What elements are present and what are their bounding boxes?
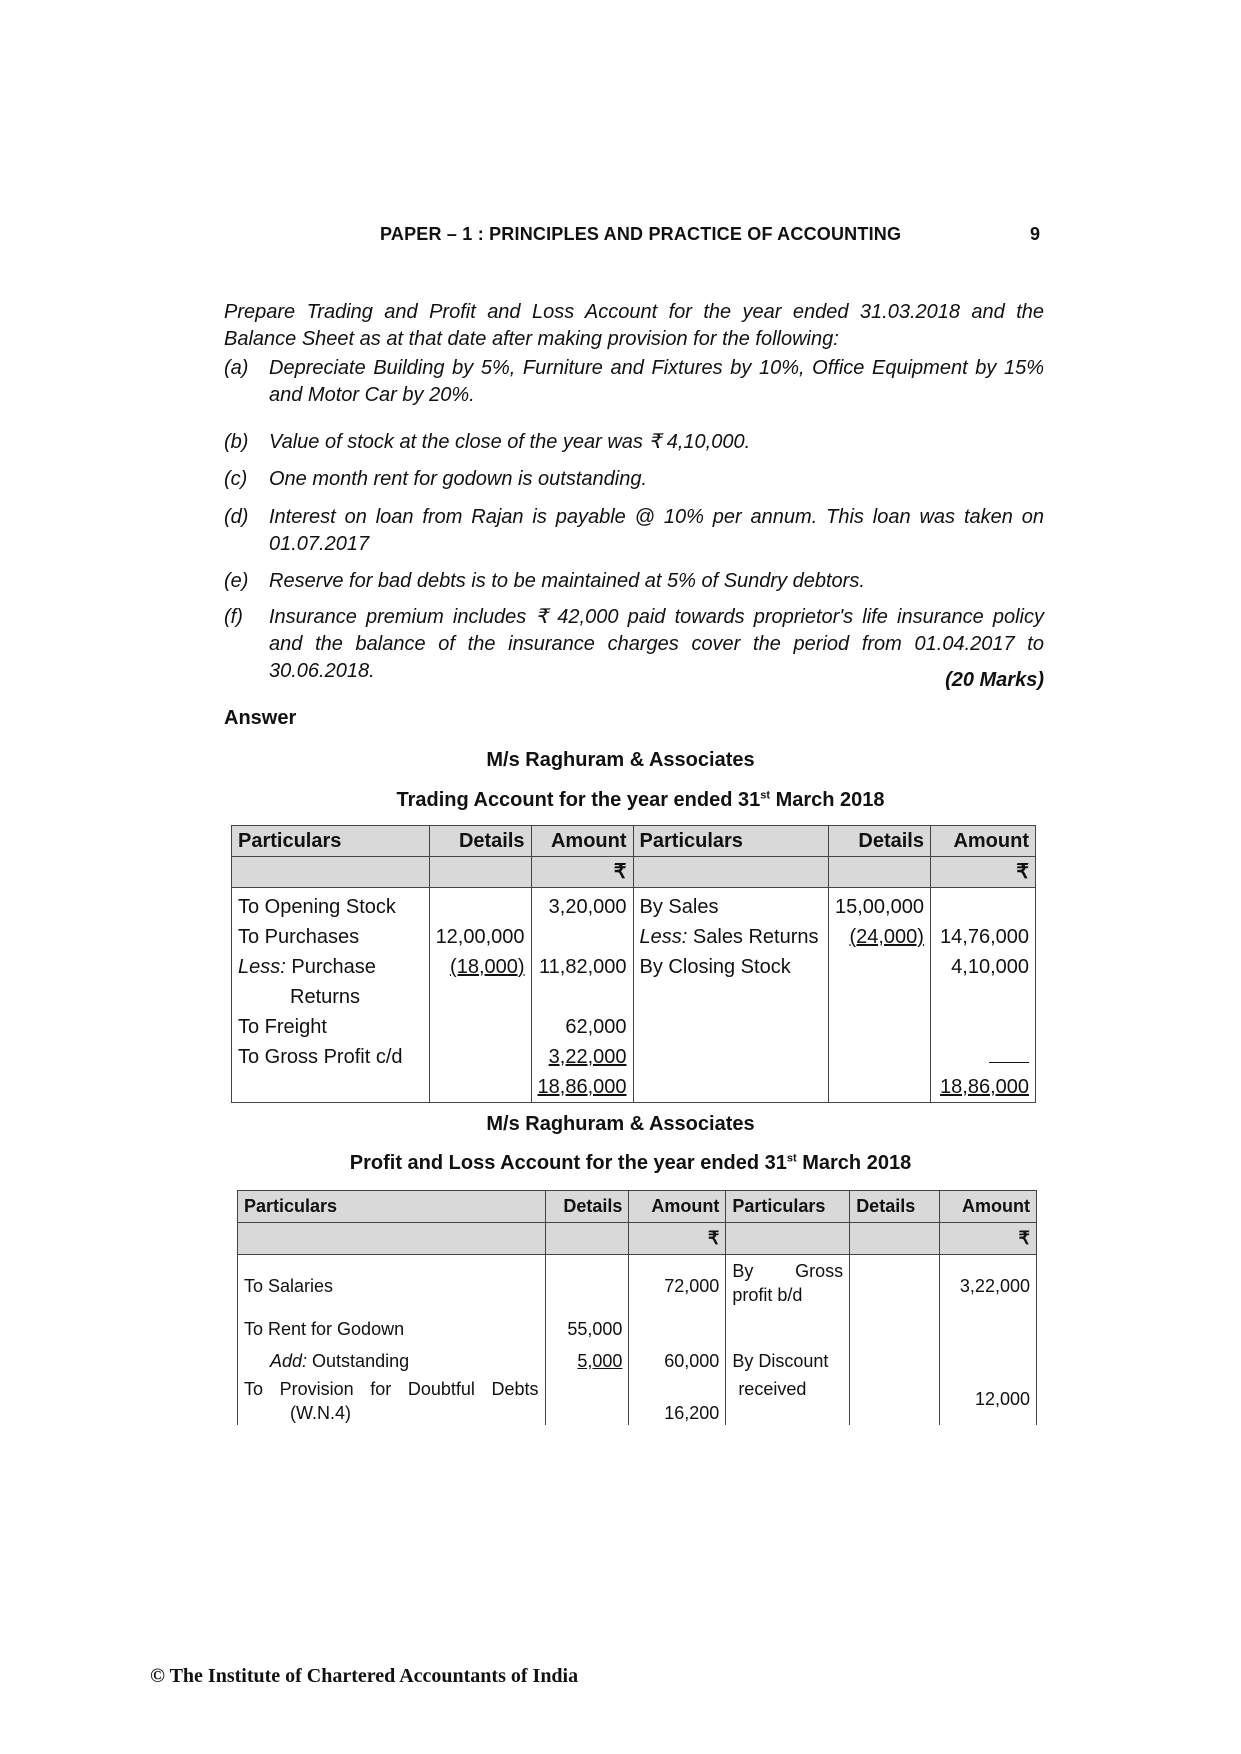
detail bbox=[429, 888, 531, 923]
currency-row bbox=[232, 857, 1036, 888]
particular bbox=[633, 1042, 828, 1072]
currency-symbol: ₹ bbox=[629, 1223, 726, 1255]
footer-copyright: © The Institute of Chartered Accountants of India bbox=[150, 1665, 579, 1687]
amount: 14,76,000 bbox=[930, 922, 1035, 952]
detail: 12,00,000 bbox=[429, 922, 531, 952]
provision-label: (c) bbox=[224, 468, 248, 490]
currency-symbol: ₹ bbox=[531, 857, 633, 888]
provision-text: Depreciate Building by 5%, Furniture and Fixtures by 10%, Office Equipment by 15% and Motor Car by 20%. bbox=[269, 357, 1044, 406]
particular bbox=[726, 1255, 850, 1314]
particular bbox=[633, 922, 828, 952]
empty-cell bbox=[232, 857, 430, 888]
detail: 55,000 bbox=[545, 1313, 629, 1341]
empty-cell bbox=[545, 1223, 629, 1255]
total-amount bbox=[930, 1072, 1035, 1103]
particular-text: Purchase bbox=[291, 956, 376, 978]
provision-label: (d) bbox=[224, 506, 249, 528]
empty-cell bbox=[726, 1223, 850, 1255]
detail bbox=[850, 1255, 940, 1314]
provision-label: (a) bbox=[224, 357, 249, 379]
marks: (20 Marks) bbox=[945, 669, 1044, 691]
total-value: 18,86,000 bbox=[537, 1076, 627, 1098]
amount bbox=[629, 1313, 726, 1341]
less-label: Less: bbox=[639, 926, 688, 948]
header-details: Details bbox=[850, 1191, 940, 1223]
detail bbox=[828, 952, 930, 1012]
detail-value: (24,000) bbox=[849, 926, 924, 948]
header-details: Details bbox=[545, 1191, 629, 1223]
table-header-row bbox=[232, 826, 1036, 857]
provision-label: (b) bbox=[224, 431, 249, 453]
detail bbox=[828, 1012, 930, 1042]
header-amount: Amount bbox=[930, 826, 1035, 857]
detail bbox=[545, 1255, 629, 1314]
provision-text: Insurance premium includes ₹ 42,000 paid towards proprietor's life insurance policy and the balance of the insurance charges cover the period from 01.04.2017 to 30.06.2018. bbox=[269, 606, 1044, 682]
header-particulars: Particulars bbox=[232, 826, 430, 857]
particular bbox=[633, 1012, 828, 1042]
detail bbox=[850, 1373, 940, 1425]
particular bbox=[232, 952, 430, 1012]
total-row bbox=[232, 1072, 1036, 1103]
amount: 62,000 bbox=[531, 1012, 633, 1042]
empty-cell bbox=[850, 1223, 940, 1255]
amount bbox=[930, 888, 1035, 923]
detail bbox=[828, 1042, 930, 1072]
paper-title: PAPER – 1 : PRINCIPLES AND PRACTICE OF ACCOUNTING bbox=[380, 224, 902, 244]
provision-text: Interest on loan from Rajan is payable @ 10% per annum. This loan was taken on 01.07.2017 bbox=[269, 506, 1044, 555]
amount bbox=[930, 1042, 1035, 1072]
particular: To Rent for Godown bbox=[238, 1313, 546, 1341]
amount: 4,10,000 bbox=[930, 952, 1035, 1012]
table-row bbox=[232, 1012, 1036, 1042]
detail bbox=[429, 1072, 531, 1103]
detail bbox=[828, 922, 930, 952]
total-value: 18,86,000 bbox=[940, 1076, 1029, 1098]
trading-firm-name: M/s Raghuram & Associates bbox=[486, 749, 755, 771]
rule-line bbox=[989, 1062, 1029, 1063]
particular: To Freight bbox=[232, 1012, 430, 1042]
amount bbox=[940, 1313, 1037, 1341]
word: Doubtful bbox=[407, 1379, 475, 1399]
amount: 12,000 bbox=[940, 1373, 1037, 1425]
amount bbox=[531, 922, 633, 952]
particular: received bbox=[726, 1373, 850, 1425]
amount: 60,000 bbox=[629, 1341, 726, 1373]
amount: 11,82,000 bbox=[531, 952, 633, 1012]
detail bbox=[850, 1341, 940, 1373]
profit-loss-table bbox=[237, 1190, 1037, 1425]
total-amount bbox=[531, 1072, 633, 1103]
particular bbox=[726, 1313, 850, 1341]
table-row bbox=[238, 1255, 1037, 1314]
detail bbox=[429, 1012, 531, 1042]
currency-symbol: ₹ bbox=[930, 857, 1035, 888]
pl-title bbox=[10, 1152, 1241, 1175]
provision-label: (f) bbox=[224, 606, 243, 628]
header-particulars: Particulars bbox=[726, 1191, 850, 1223]
header-amount: Amount bbox=[940, 1191, 1037, 1223]
currency-symbol: ₹ bbox=[940, 1223, 1037, 1255]
particular bbox=[238, 1373, 546, 1425]
table-row bbox=[238, 1341, 1037, 1373]
amount: 16,200 bbox=[629, 1373, 726, 1425]
particular bbox=[238, 1341, 546, 1373]
answer-heading: Answer bbox=[224, 707, 297, 729]
detail bbox=[850, 1313, 940, 1341]
amount: 3,20,000 bbox=[531, 888, 633, 923]
table-row bbox=[232, 922, 1036, 952]
particular: To Purchases bbox=[232, 922, 430, 952]
particular bbox=[633, 1072, 828, 1103]
trading-title bbox=[20, 789, 1241, 812]
particular: By Closing Stock bbox=[633, 952, 828, 1012]
particular: To Opening Stock bbox=[232, 888, 430, 923]
detail bbox=[545, 1373, 629, 1425]
particular-text-cont: profit b/d bbox=[732, 1285, 803, 1305]
header-details: Details bbox=[828, 826, 930, 857]
detail bbox=[429, 952, 531, 1012]
particular-ref: (W.N.4) bbox=[290, 1403, 351, 1423]
header-particulars: Particulars bbox=[238, 1191, 546, 1223]
amount bbox=[531, 1042, 633, 1072]
header-amount: Amount bbox=[531, 826, 633, 857]
amount bbox=[930, 1012, 1035, 1042]
table-row bbox=[238, 1313, 1037, 1341]
pl-title-end: March 2018 bbox=[796, 1152, 912, 1174]
trading-title-text: Trading Account for the year ended 31 bbox=[396, 789, 761, 811]
table-row bbox=[238, 1373, 1037, 1425]
amount-value: 3,22,000 bbox=[548, 1046, 627, 1068]
header-particulars: Particulars bbox=[633, 826, 828, 857]
pl-title-sup: st bbox=[786, 1152, 797, 1165]
particular: To Gross Profit c/d bbox=[232, 1042, 430, 1072]
table-row bbox=[232, 1042, 1036, 1072]
empty-cell bbox=[828, 857, 930, 888]
provision-text: One month rent for godown is outstanding. bbox=[269, 468, 648, 490]
less-label: Less: bbox=[238, 956, 286, 978]
detail-value: 5,000 bbox=[577, 1351, 623, 1371]
trading-title-sup: st bbox=[760, 789, 771, 802]
provision-text: Reserve for bad debts is to be maintained at 5% of Sundry debtors. bbox=[269, 570, 865, 592]
empty-cell bbox=[633, 857, 828, 888]
detail-value: (18,000) bbox=[450, 956, 525, 978]
table-row bbox=[232, 952, 1036, 1012]
word: To bbox=[244, 1379, 264, 1399]
particular-text: Outstanding bbox=[312, 1351, 410, 1371]
add-label: Add: bbox=[270, 1351, 308, 1371]
provision-label: (e) bbox=[224, 570, 249, 592]
particular-text: Sales Returns bbox=[692, 926, 819, 948]
provision-text: Value of stock at the close of the year was ₹ 4,10,000. bbox=[269, 431, 751, 453]
particular-by: By bbox=[732, 1261, 754, 1281]
trading-account-table bbox=[231, 825, 1036, 1103]
detail bbox=[429, 1042, 531, 1072]
particular: By Sales bbox=[633, 888, 828, 923]
particular-word: Gross bbox=[795, 1261, 844, 1281]
detail bbox=[545, 1341, 629, 1373]
currency-row bbox=[238, 1223, 1037, 1255]
amount: 3,22,000 bbox=[940, 1255, 1037, 1314]
pl-firm-name: M/s Raghuram & Associates bbox=[486, 1113, 755, 1135]
pl-title-text: Profit and Loss Account for the year ended 31 bbox=[349, 1152, 787, 1174]
empty-cell bbox=[238, 1223, 546, 1255]
trading-title-end: March 2018 bbox=[770, 789, 885, 811]
amount bbox=[940, 1341, 1037, 1373]
particular bbox=[232, 1072, 430, 1103]
table-header-row bbox=[238, 1191, 1037, 1223]
word: Debts bbox=[491, 1379, 539, 1399]
table-row bbox=[232, 888, 1036, 923]
header-details: Details bbox=[429, 826, 531, 857]
question-intro: Prepare Trading and Profit and Loss Account for the year ended 31.03.2018 and the Balance Sheet as at that date after making provision for the following: bbox=[224, 301, 1044, 350]
particular: By Discount bbox=[726, 1341, 850, 1373]
word: for bbox=[370, 1379, 392, 1399]
page-header bbox=[380, 224, 1040, 250]
empty-cell bbox=[429, 857, 531, 888]
particular: To Salaries bbox=[238, 1255, 546, 1314]
detail: 15,00,000 bbox=[828, 888, 930, 923]
amount: 72,000 bbox=[629, 1255, 726, 1314]
header-amount: Amount bbox=[629, 1191, 726, 1223]
page-number: 9 bbox=[1029, 224, 1040, 244]
word: Provision bbox=[279, 1379, 354, 1399]
detail bbox=[828, 1072, 930, 1103]
particular-text-cont: Returns bbox=[290, 986, 361, 1008]
